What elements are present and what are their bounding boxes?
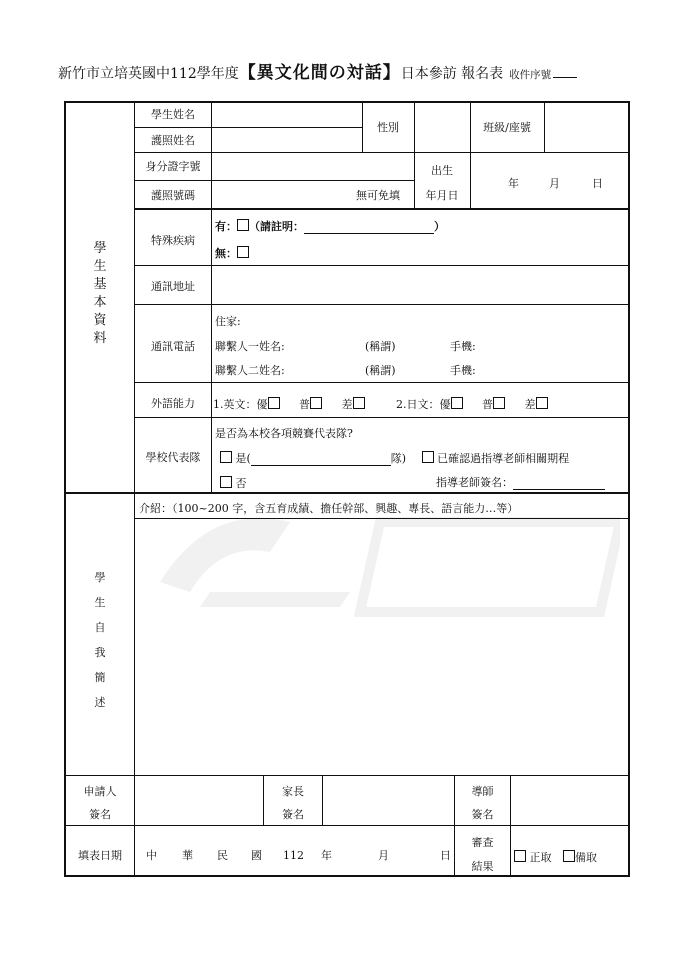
intro-textarea[interactable]: [136, 521, 627, 773]
contact1-relation-label: (稱謂): [365, 340, 396, 353]
parent-signature-field[interactable]: [324, 777, 453, 823]
language-label: 外語能力: [151, 397, 195, 410]
section-basic-text-char: 生: [93, 259, 107, 274]
section-basic-text-char: 料: [93, 331, 107, 346]
rep-no-row: [220, 476, 247, 490]
row-line: [134, 208, 630, 210]
date-year-label: 年: [321, 849, 332, 862]
rep-no-label: 否: [235, 477, 247, 490]
disease-yes-row: [215, 219, 445, 234]
lang-jp-poor-checkbox[interactable]: [536, 397, 548, 409]
rep-team-blank[interactable]: [251, 452, 391, 466]
disease-note-close: ）: [434, 220, 445, 233]
lang-en-fair-label: 普: [299, 398, 310, 411]
birth-day: 日: [592, 177, 603, 190]
section-intro-text-char: 述: [94, 696, 106, 709]
section-intro-text-char: 我: [94, 646, 106, 659]
admit-checkbox[interactable]: [514, 850, 526, 862]
rep-team-label: 隊): [390, 452, 407, 465]
section-basic-text: [90, 240, 110, 348]
mentor-label-2: 簽名: [471, 808, 494, 821]
lang-jp-fair-label: 普: [482, 398, 493, 411]
birth-year: 年: [508, 177, 519, 190]
contact2-name-label: 聯繫人二姓名:: [215, 364, 285, 377]
waitlist-checkbox[interactable]: [563, 850, 575, 862]
section-intro-text-char: 自: [94, 621, 106, 634]
lang-jp-excellent-checkbox[interactable]: [451, 397, 463, 409]
gender-input[interactable]: [416, 104, 469, 150]
applicant-label-1: 申請人: [83, 785, 117, 798]
contact1-mobile-label: 手機:: [450, 340, 476, 353]
title-prefix: 新竹市立培英國中112學年度: [58, 66, 239, 82]
review-options: [514, 850, 597, 864]
section-intro-label: [90, 565, 110, 715]
footer-divider: [64, 775, 630, 776]
row-line: [134, 518, 630, 519]
class-seat-label: 班級/座號: [483, 121, 531, 134]
disease-label: 特殊疾病: [151, 234, 195, 247]
parent-label-2: 簽名: [282, 808, 304, 821]
label-column-line: [134, 101, 135, 876]
lang-jp-fair-checkbox[interactable]: [493, 397, 505, 409]
cell-line: [322, 775, 323, 825]
serial-blank[interactable]: [553, 77, 577, 78]
cell-line: [510, 775, 511, 876]
disease-yes-checkbox[interactable]: [237, 219, 249, 231]
cell-line: [470, 152, 471, 209]
gender-label: 性別: [377, 121, 399, 134]
date-label: 填表日期: [78, 849, 122, 862]
section-basic-text-char: 學: [93, 241, 107, 256]
section-intro-text-char: 生: [94, 596, 106, 609]
home-phone-label: 住家:: [215, 315, 241, 328]
section-basic-label: [90, 240, 110, 348]
language-row: [213, 397, 548, 411]
birth-month: 月: [549, 177, 560, 190]
date-char-1: 中: [146, 849, 157, 862]
rep-teacher-label: 指導老師簽名：: [436, 476, 513, 489]
cell-line: [544, 101, 545, 152]
student-name-label: 學生姓名: [151, 108, 195, 121]
contact2-mobile-label: 手機:: [450, 364, 476, 377]
address-input[interactable]: [213, 268, 627, 302]
rep-yes-row: [220, 451, 569, 466]
section-basic-text-char: 本: [93, 295, 107, 310]
date-char-2: 華: [182, 849, 193, 862]
waitlist-label: 備取: [575, 851, 597, 864]
border-right: [628, 101, 630, 877]
class-seat-input[interactable]: [546, 104, 627, 150]
rep-yes-checkbox[interactable]: [220, 451, 232, 463]
serial-label: 收件序號: [509, 69, 552, 81]
row-line: [134, 127, 362, 128]
lang-jp-label: 2.日文：優: [396, 398, 451, 411]
lang-jp-poor-label: 差: [524, 398, 536, 411]
section-divider: [64, 492, 630, 494]
disease-yes-label: 有：: [215, 220, 237, 233]
disease-no-row: [215, 246, 249, 260]
row-line: [134, 417, 630, 418]
border-bottom: [64, 875, 630, 877]
footer-row-divider: [64, 825, 630, 826]
mentor-signature-field[interactable]: [512, 777, 627, 823]
applicant-label-2: 簽名: [89, 808, 111, 821]
disease-note-blank[interactable]: [304, 220, 434, 234]
rep-yes-label: 是(: [235, 452, 251, 465]
contact2-relation-label: (稱謂): [365, 364, 396, 377]
phone-label: 通訊電話: [151, 340, 195, 353]
rep-confirm-checkbox[interactable]: [422, 451, 434, 463]
section-basic-text-char: 資: [93, 313, 107, 328]
id-number-label: 身分證字號: [145, 160, 201, 173]
intro-prompt: 介紹：（100~200 字，含五育成績、擔任幹部、興趣、專長、語言能力…等）: [139, 502, 519, 515]
disease-no-label: 無：: [215, 247, 237, 260]
rep-no-checkbox[interactable]: [220, 476, 232, 488]
mentor-label-1: 導師: [471, 785, 494, 798]
review-label-1: 審查: [471, 836, 494, 849]
lang-en-poor-label: 差: [341, 398, 353, 411]
row-line: [134, 152, 630, 153]
id-number-input[interactable]: [213, 154, 413, 178]
birth-label-top: 出生: [431, 164, 453, 177]
title-emphasis: 【異文化間の対話】: [238, 63, 401, 83]
row-line: [134, 304, 630, 305]
date-year-value: 112: [283, 849, 304, 862]
rep-question: 是否為本校各項競賽代表隊?: [215, 427, 353, 440]
disease-no-checkbox[interactable]: [237, 246, 249, 258]
row-line: [134, 180, 414, 181]
passport-number-label: 護照號碼: [151, 189, 195, 202]
section-intro-text-char: 學: [94, 571, 106, 584]
value-column-line: [211, 101, 212, 493]
border-left: [64, 101, 66, 877]
passport-note: 無可免填: [356, 189, 400, 202]
date-char-4: 國: [251, 849, 262, 862]
contact1-name-label: 聯繫人一姓名:: [215, 340, 285, 353]
rep-confirm-label: 已確認過指導老師相關期程: [437, 452, 570, 465]
birth-label-bottom: 年月日: [425, 189, 459, 202]
date-day-label: 日: [440, 849, 451, 862]
address-label: 通訊地址: [151, 280, 195, 293]
title-suffix: 日本參訪 報名表: [400, 66, 504, 82]
review-label-2: 結果: [471, 860, 494, 873]
parent-label-1: 家長: [282, 785, 304, 798]
row-line: [134, 265, 630, 266]
lang-en-poor-checkbox[interactable]: [353, 397, 365, 409]
passport-name-input[interactable]: [213, 129, 361, 151]
lang-en-excellent-checkbox[interactable]: [268, 397, 280, 409]
border-top: [64, 101, 630, 103]
row-line: [134, 382, 630, 383]
section-basic-text-char: 基: [93, 277, 107, 292]
passport-name-label: 護照姓名: [151, 134, 195, 147]
date-char-3: 民: [217, 849, 228, 862]
admit-label: 正取: [529, 851, 552, 864]
lang-en-fair-checkbox[interactable]: [310, 397, 322, 409]
rep-teacher-sign-blank[interactable]: [513, 476, 605, 490]
applicant-signature-field[interactable]: [136, 777, 262, 823]
section-intro-text-char: 簡: [94, 671, 106, 684]
student-name-input[interactable]: [213, 104, 361, 126]
section-intro-text: [90, 565, 110, 715]
lang-en-label: 1.英文：優: [213, 398, 268, 411]
rep-teacher-row: [436, 476, 605, 490]
disease-note-open: （請註明：: [249, 220, 304, 233]
school-rep-label: 學校代表隊: [145, 451, 201, 464]
date-month-label: 月: [378, 849, 389, 862]
form-title: [58, 58, 658, 82]
